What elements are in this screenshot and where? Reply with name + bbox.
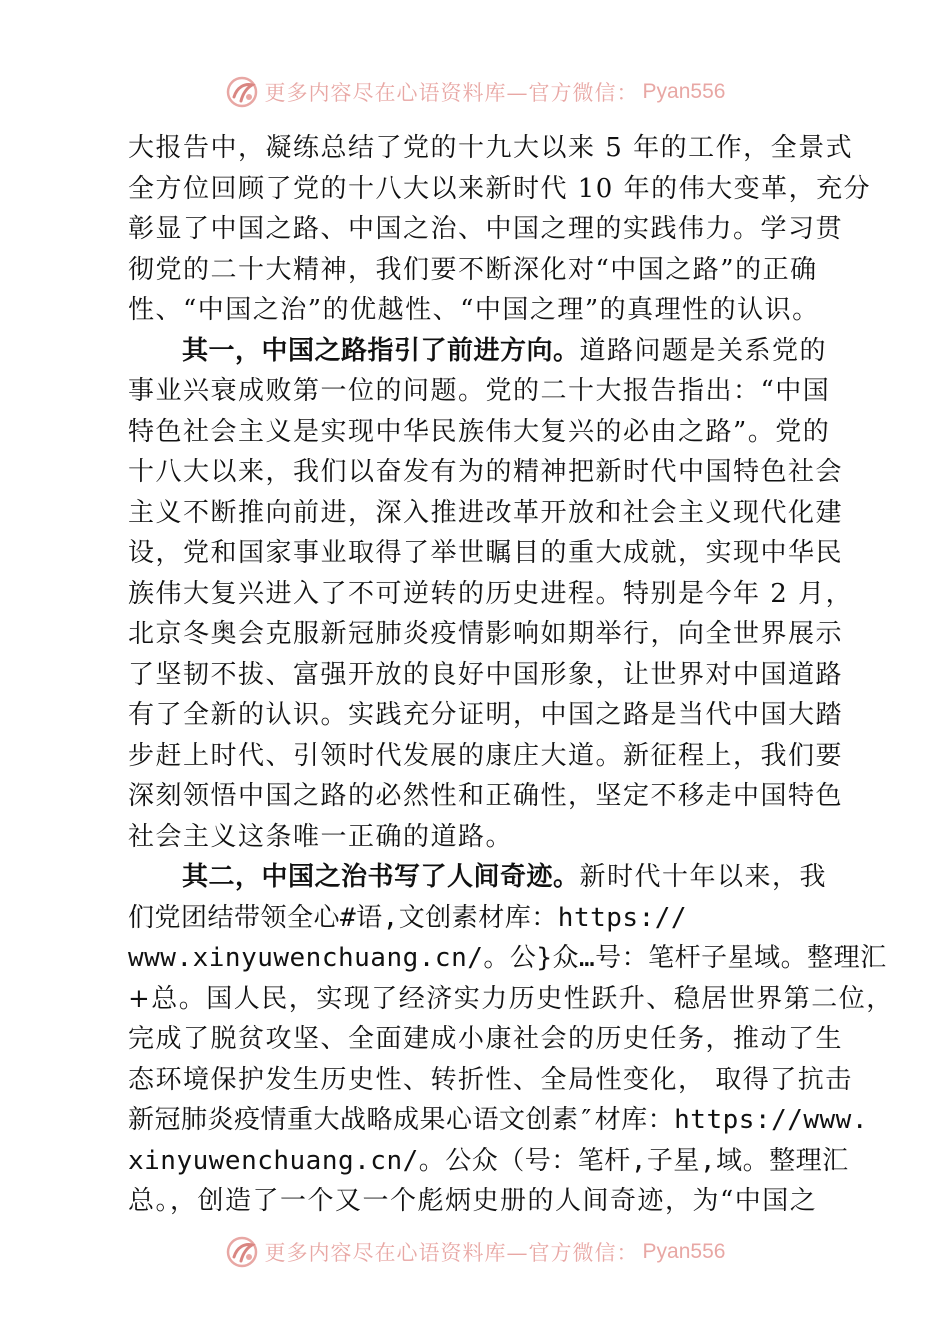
text-line-22: +总。国人民，实现了经济实力历史性跃升、稳居世界第二位，: [128, 983, 894, 1014]
logo-icon: [225, 75, 259, 109]
text-line-11: 设，党和国家事业取得了举世瞩目的重大成就，实现中华民: [128, 538, 844, 568]
text-line-10: 主义不断推向前进，深入推进改革开放和社会主义现代化建: [128, 497, 844, 528]
header-text: 更多内容尽在心语资料库—官方微信：: [264, 81, 639, 105]
text-line-3: 彰显了中国之路、中国之治、中国之理的实践伟力。学习贯: [128, 214, 844, 244]
text-line-9: 十八大以来，我们以奋发有为的精神把新时代中国特色社会: [128, 457, 844, 487]
section-two-heading-line: [128, 857, 868, 898]
text-line-15: 有了全新的认识。实践充分证明，中国之路是当代中国大踏: [128, 700, 844, 730]
text-line-4: 彻党的二十大精神，我们要不断深化对“中国之路”的正确: [128, 254, 818, 285]
header-banner: [0, 72, 950, 112]
document-body: [128, 128, 894, 1222]
footer-code: Pyan556: [642, 1240, 726, 1263]
text-line-27: 总。，创造了一个又一个彪炳史册的人间奇迹，为“中国之: [128, 1186, 818, 1216]
text-line-8: 特色社会主义是实现中华民族伟大复兴的必由之路”。党的: [128, 416, 831, 447]
text-line-23: 完成了脱贫攻坚、全面建成小康社会的历史任务，推动了生: [128, 1024, 844, 1054]
text-line-5: 性、“中国之治”的优越性、“中国之理”的真理性的认识。: [128, 295, 820, 325]
text-line-13: 北京冬奥会克服新冠肺炎疫情影响如期举行，向全世界展示: [128, 619, 844, 649]
logo-icon: [225, 1235, 259, 1269]
text-line-7: 事业兴衰成败第一位的问题。党的二十大报告指出：“中国: [128, 376, 831, 406]
section-one-heading: 其一，中国之路指引了前进方向。: [182, 335, 580, 366]
text-line-14: 了坚韧不拔、富强开放的良好中国形象，让世界对中国道路: [128, 659, 844, 690]
header-code: Pyan556: [642, 80, 726, 103]
section-one-lead: 道路问题是关系党的: [579, 335, 828, 366]
text-line-12: 族伟大复兴进入了不可逆转的历史进程。特别是今年 2 月，: [128, 578, 854, 609]
footer-text: 更多内容尽在心语资料库—官方微信：: [264, 1241, 639, 1265]
section-one-heading-line: [128, 331, 868, 372]
text-line-2: 全方位回顾了党的十八大以来新时代 10 年的伟大变革，充分: [128, 173, 872, 204]
text-line-1: 大报告中，凝练总结了党的十九大以来 5 年的工作，全景式: [128, 133, 854, 163]
text-line-21: www.xinyuwenchuang.cn/。公}众…号：笔杆子星域。整理汇: [128, 943, 887, 973]
text-line-25: 新冠肺炎疫情重大战略成果心语文创素″材库：https://www.: [128, 1105, 868, 1135]
text-line-17: 深刻领悟中国之路的必然性和正确性，坚定不移走中国特色: [128, 781, 844, 811]
text-line-24: 态环境保护发生历史性、转折性、全局性变化， 取得了抗击: [128, 1064, 853, 1095]
section-two-heading: 其二，中国之治书写了人间奇迹。: [182, 862, 580, 892]
text-line-26: xinyuwenchuang.cn/。公众（号：笔杆,子星,域。整理汇: [128, 1145, 849, 1176]
footer-banner: [0, 1232, 950, 1272]
section-two-lead: 新时代十年以来，我: [579, 862, 828, 892]
text-line-20: 们党团结带领全心#语,文创素材库：https://: [128, 902, 688, 933]
text-line-18: 社会主义这条唯一正确的道路。: [128, 821, 514, 852]
text-line-16: 步赶上时代、引领时代发展的康庄大道。新征程上，我们要: [128, 740, 844, 771]
